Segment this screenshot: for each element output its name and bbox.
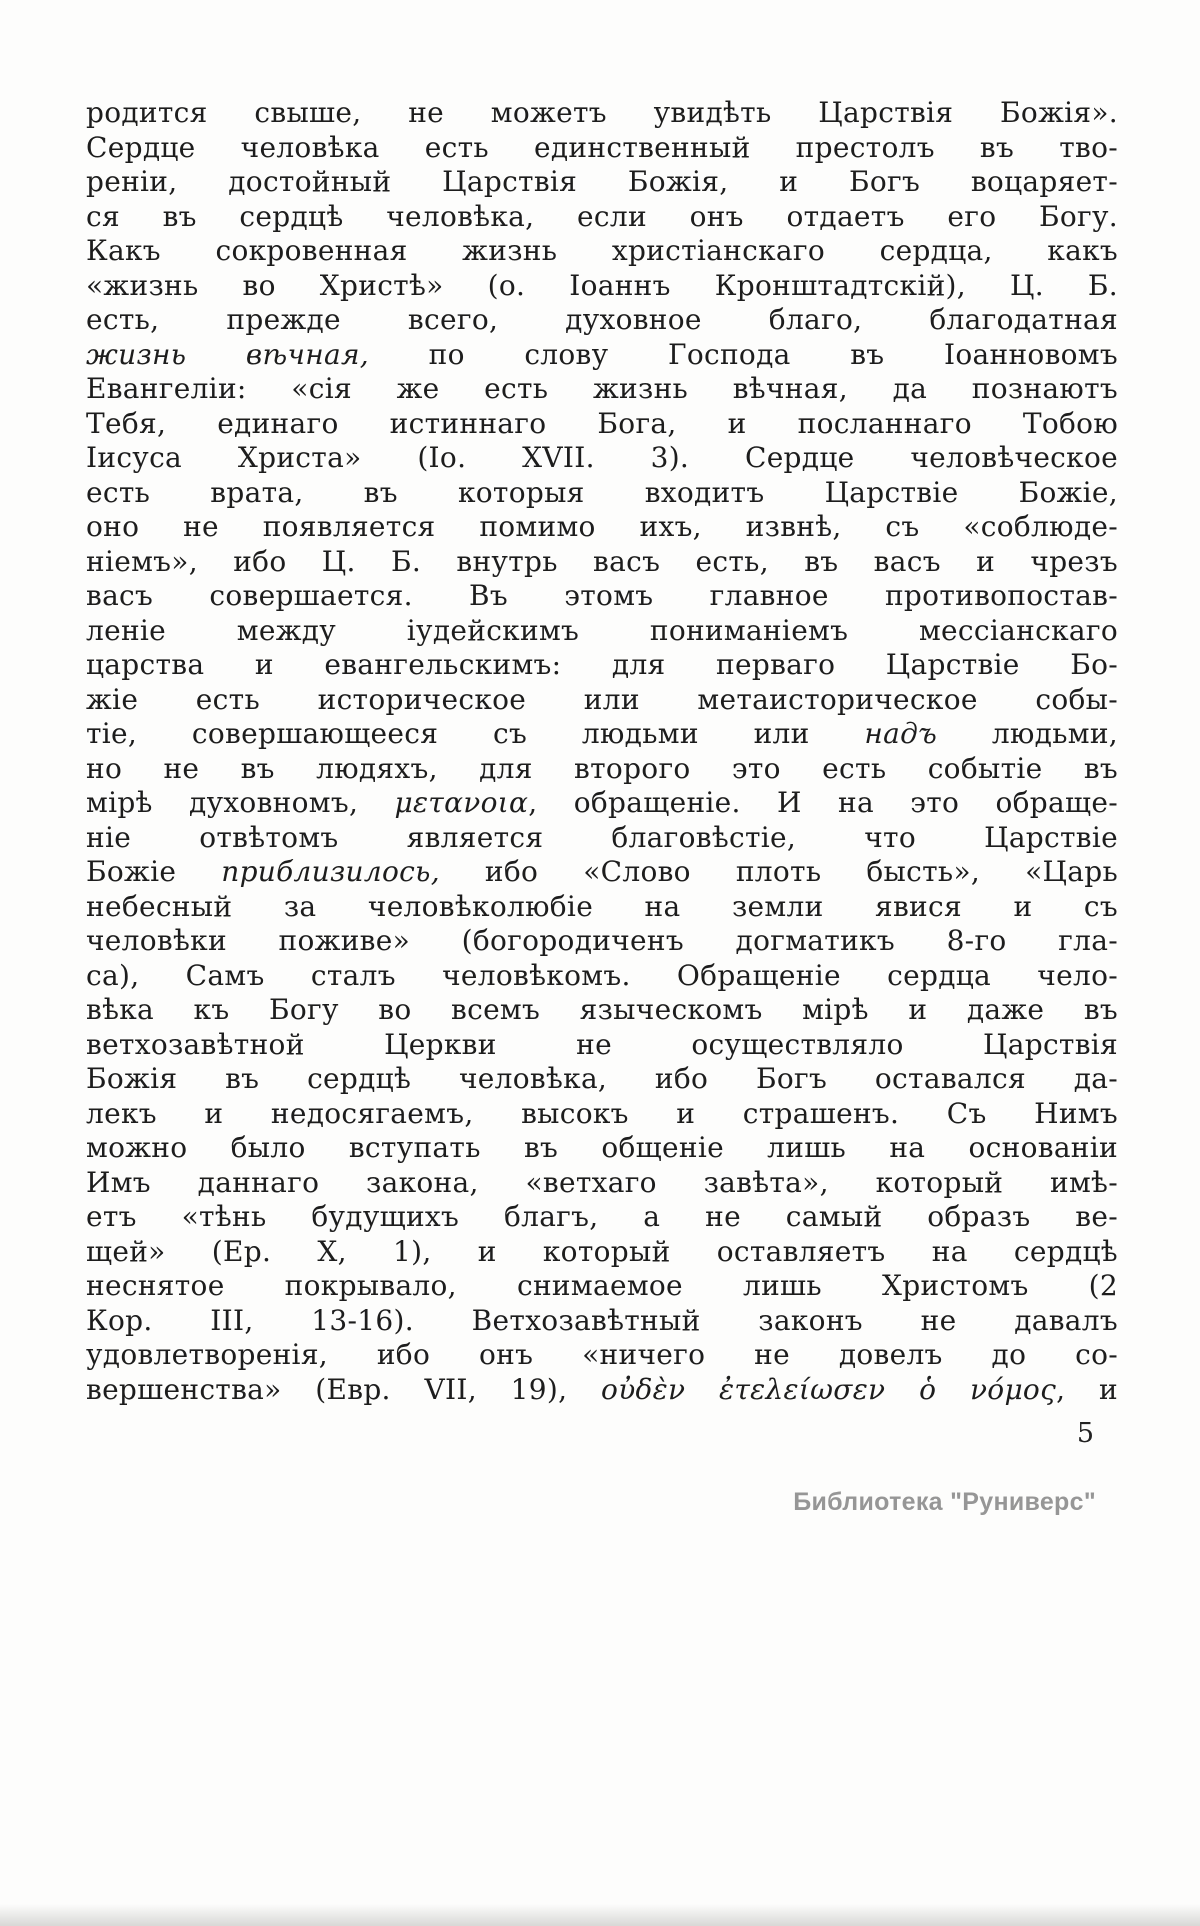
text-segment: жіе есть историческое или метаисторическое собы- bbox=[86, 682, 1118, 716]
text-line bbox=[86, 200, 1118, 235]
text-line bbox=[86, 441, 1118, 476]
text-segment: , и bbox=[1056, 1372, 1118, 1406]
text-line bbox=[86, 717, 1118, 752]
italic-text-segment: надъ bbox=[864, 717, 938, 750]
text-block bbox=[86, 96, 1118, 1407]
text-segment: Кор. III, 13-16). Ветхозавѣтный законъ не давалъ bbox=[86, 1303, 1118, 1337]
text-segment: людьми, bbox=[937, 717, 1119, 750]
text-segment: ніе отвѣтомъ является благовѣстіе, что Царствіе bbox=[86, 820, 1118, 854]
italic-text-segment: приблизилось, bbox=[221, 855, 440, 888]
text-line bbox=[86, 1062, 1118, 1097]
italic-text-segment: жизнь вѣчная, bbox=[86, 337, 370, 371]
page-number: 5 bbox=[1076, 1418, 1094, 1449]
text-segment: Іисуса Христа» (Іо. XVII. 3). Сердце человѣческое bbox=[86, 441, 1118, 474]
text-line bbox=[86, 1235, 1118, 1270]
text-line bbox=[86, 579, 1118, 614]
text-segment: ся въ сердцѣ человѣка, если онъ отдаетъ его Богу. bbox=[86, 199, 1118, 233]
text-line bbox=[86, 648, 1118, 683]
text-segment: ветхозавѣтной Церкви не осуществляло Царствія bbox=[86, 1027, 1118, 1061]
text-segment: неснятое покрывало, снимаемое лишь Христомъ (2 bbox=[86, 1269, 1118, 1302]
text-line bbox=[86, 1304, 1118, 1339]
text-segment: но не въ людяхъ, для второго это есть событіе въ bbox=[86, 751, 1118, 785]
text-segment: вѣка къ Богу во всемъ языческомъ мірѣ и даже въ bbox=[86, 993, 1118, 1026]
text-segment: етъ «тѣнь будущихъ благъ, а не самый образъ ве- bbox=[86, 1200, 1118, 1233]
text-line bbox=[86, 303, 1118, 338]
text-line bbox=[86, 924, 1118, 959]
text-line bbox=[86, 407, 1118, 442]
text-segment: можно было вступать въ общеніе лишь на основаніи bbox=[86, 1131, 1118, 1164]
italic-text-segment: οὐδὲν ἐτελείωσεν ὁ νόμος bbox=[601, 1372, 1057, 1406]
text-segment: реніи, достойный Царствія Божія, и Богъ воцаряет- bbox=[86, 165, 1118, 198]
text-segment: по слову Господа въ Іоанновомъ bbox=[369, 337, 1118, 371]
text-line bbox=[86, 1269, 1118, 1304]
text-segment: вершенства» (Евр. VII, 19), bbox=[86, 1372, 602, 1406]
text-segment: Сердце человѣка есть единственный престолъ въ тво- bbox=[86, 130, 1118, 164]
text-segment: небесный за человѣколюбіе на земли явися и съ bbox=[86, 889, 1118, 923]
text-line bbox=[86, 165, 1118, 200]
scan-bottom-edge bbox=[0, 1904, 1200, 1926]
text-segment: васъ совершается. Въ этомъ главное противопостав- bbox=[86, 579, 1118, 612]
text-segment: леніе между іудейскимъ пониманіемъ мессіанскаго bbox=[86, 613, 1118, 647]
text-segment: есть, прежде всего, духовное благо, благодатная bbox=[86, 303, 1118, 336]
text-segment: царства и евангельскимъ: для перваго Царствіе Бо- bbox=[86, 648, 1118, 681]
text-line bbox=[86, 752, 1118, 787]
text-line bbox=[86, 131, 1118, 166]
text-line bbox=[86, 890, 1118, 925]
text-segment: Божіе bbox=[86, 855, 222, 888]
text-segment: удовлетворенія, ибо онъ «ничего не довелъ до со- bbox=[86, 1338, 1118, 1371]
text-line bbox=[86, 96, 1118, 131]
text-segment: родится свыше, не можетъ увидѣть Царствія Божія». bbox=[86, 96, 1118, 129]
text-segment: лекъ и недосягаемъ, высокъ и страшенъ. Съ Нимъ bbox=[86, 1096, 1118, 1130]
text-line bbox=[86, 510, 1118, 545]
text-line bbox=[86, 1131, 1118, 1166]
text-segment: есть врата, въ которыя входитъ Царствіе Божіе, bbox=[86, 475, 1118, 509]
text-line bbox=[86, 545, 1118, 580]
text-line bbox=[86, 372, 1118, 407]
text-line bbox=[86, 1338, 1118, 1373]
text-line bbox=[86, 338, 1118, 373]
text-line bbox=[86, 821, 1118, 856]
text-segment: «жизнь во Христѣ» (о. Іоаннъ Кронштадтскій), Ц. Б. bbox=[86, 268, 1118, 302]
text-line bbox=[86, 614, 1118, 649]
text-line bbox=[86, 269, 1118, 304]
text-segment: ибо «Слово плоть бысть», «Царь bbox=[439, 855, 1118, 888]
text-segment: мірѣ духовномъ, bbox=[86, 786, 395, 819]
library-watermark: Библиотека "Руниверс" bbox=[793, 1488, 1096, 1516]
text-segment: Божія въ сердцѣ человѣка, ибо Богъ оставался да- bbox=[86, 1062, 1118, 1095]
text-line bbox=[86, 234, 1118, 269]
text-line bbox=[86, 959, 1118, 994]
text-segment: ніемъ», ибо Ц. Б. внутрь васъ есть, въ васъ и чрезъ bbox=[86, 544, 1118, 578]
text-line bbox=[86, 1166, 1118, 1201]
text-segment: оно не появляется помимо ихъ, извнѣ, съ «соблюде- bbox=[86, 510, 1118, 543]
text-line bbox=[86, 1200, 1118, 1235]
text-segment: са), Самъ сталъ человѣкомъ. Обращеніе сердца чело- bbox=[86, 958, 1118, 992]
italic-text-segment: μετανοια bbox=[394, 786, 529, 819]
text-line bbox=[86, 476, 1118, 511]
text-segment: Тебя, единаго истиннаго Бога, и посланнаго Тобою bbox=[86, 406, 1118, 440]
text-line bbox=[86, 1028, 1118, 1063]
text-segment: , обращеніе. И на это обраще- bbox=[528, 786, 1118, 819]
text-segment: человѣки поживе» (богородиченъ догматикъ 8-го гла- bbox=[86, 924, 1118, 957]
text-segment: тіе, совершающееся съ людьми или bbox=[86, 717, 865, 750]
text-line bbox=[86, 1097, 1118, 1132]
text-line bbox=[86, 855, 1118, 890]
text-segment: щей» (Ер. X, 1), и который оставляетъ на сердцѣ bbox=[86, 1234, 1118, 1268]
text-segment: Евангеліи: «сія же есть жизнь вѣчная, да познаютъ bbox=[86, 372, 1118, 405]
text-segment: Имъ даннаго закона, «ветхаго завѣта», который имѣ- bbox=[86, 1165, 1118, 1199]
text-segment: Какъ сокровенная жизнь христіанскаго сердца, какъ bbox=[86, 234, 1118, 267]
text-line bbox=[86, 1373, 1118, 1408]
text-line bbox=[86, 683, 1118, 718]
text-line bbox=[86, 786, 1118, 821]
text-line bbox=[86, 993, 1118, 1028]
